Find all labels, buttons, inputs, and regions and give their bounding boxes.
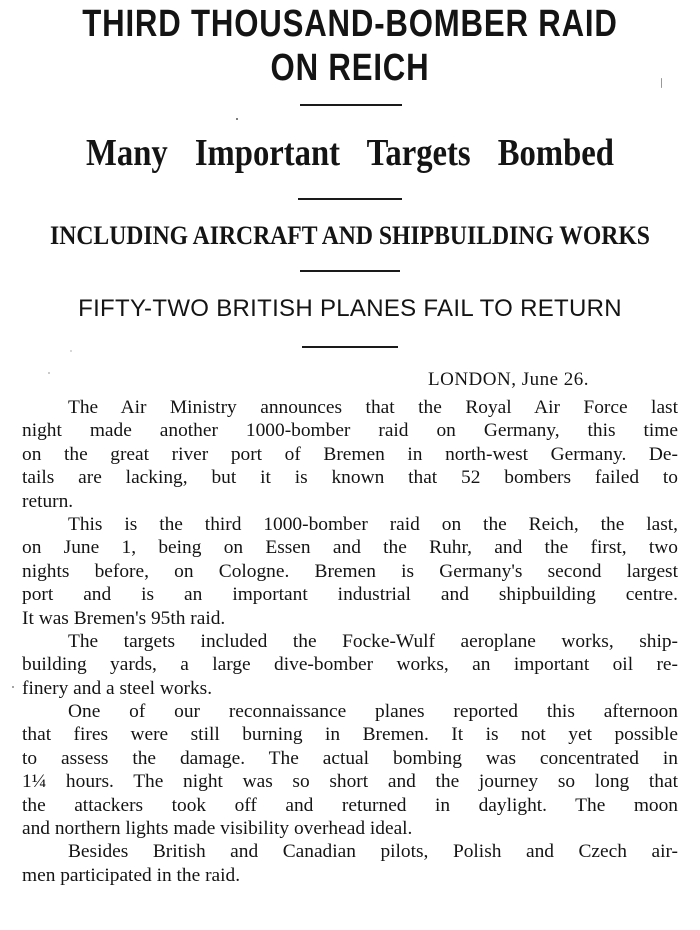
body-line: on June 1, being on Essen and the Ruhr, and the first, two [22, 537, 678, 559]
main-headline [63, 2, 637, 90]
divider-rule-1 [300, 104, 402, 106]
print-speck [12, 686, 14, 688]
body-line: tails are lacking, but it is known that 52 bombers failed to [22, 467, 678, 489]
body-line: the attackers took off and returned in daylight. The moon [22, 794, 678, 816]
print-speck [48, 372, 50, 374]
main-headline-line-1: THIRD THOUSAND-BOMBER RAID [82, 3, 618, 45]
body-line: to assess the damage. The actual bombing was concentrated in [22, 747, 678, 769]
deck-headline-1: Many Important Targets Bombed [86, 132, 614, 174]
body-line: This is the third 1000-bomber raid on the Reich, the last, [68, 513, 678, 535]
print-speck [661, 78, 662, 88]
body-line: Besides British and Canadian pilots, Polish and Czech air- [68, 841, 678, 863]
divider-rule-4 [302, 346, 398, 348]
body-line: port and is an important industrial and shipbuilding centre. [22, 584, 678, 606]
body-line: 1¼ hours. The night was so short and the journey so long that [22, 771, 678, 793]
body-line: that fires were still burning in Bremen. It is not yet possible [22, 724, 678, 746]
body-line: The targets included the Focke-Wulf aeroplane works, ship- [68, 630, 678, 652]
body-line: finery and a steel works. [22, 677, 213, 699]
body-line: nights before, on Cologne. Bremen is Germany's second largest [22, 560, 678, 582]
print-speck [70, 350, 72, 352]
body-line: One of our reconnaissance planes reported this afternoon [68, 701, 678, 723]
deck-headline-2: INCLUDING AIRCRAFT AND SHIPBUILDING WORKS [50, 221, 650, 250]
body-line: building yards, a large dive-bomber works, an important oil re- [22, 654, 678, 676]
body-line: return. [22, 490, 74, 512]
main-headline-line-2: ON REICH [270, 47, 430, 89]
divider-rule-2 [298, 198, 402, 200]
print-speck [236, 118, 238, 120]
article-body [22, 396, 678, 887]
body-line: and northern lights made visibility overhead ideal. [22, 818, 413, 840]
body-line: It was Bremen's 95th raid. [22, 607, 226, 629]
body-line: The Air Ministry announces that the Royal Air Force last [68, 397, 678, 418]
dateline: LONDON, June 26. [428, 369, 590, 390]
deck-headline-3: FIFTY-TWO BRITISH PLANES FAIL TO RETURN [78, 295, 622, 322]
body-line: night made another 1000-bomber raid on Germany, this time [22, 420, 678, 442]
divider-rule-3 [300, 270, 400, 272]
body-line: men participated in the raid. [22, 864, 241, 886]
body-line: on the great river port of Bremen in north-west Germany. De- [22, 443, 678, 465]
